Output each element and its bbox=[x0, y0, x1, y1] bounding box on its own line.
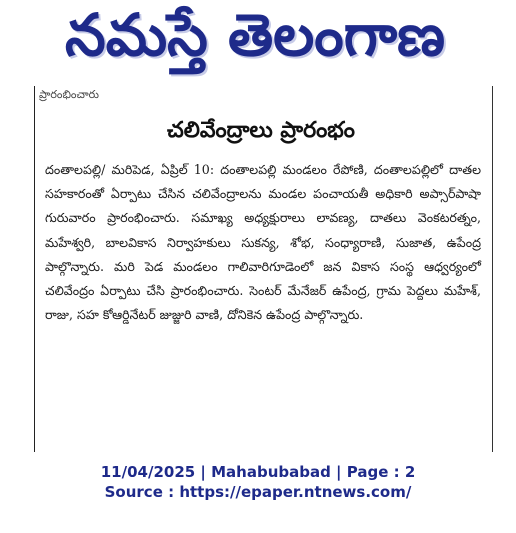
article-headline: చలివేంద్రాలు ప్రారంభం bbox=[167, 118, 355, 143]
article-clipping bbox=[34, 86, 487, 452]
previous-article-fragment: ప్రారంభించారు bbox=[39, 88, 99, 101]
article-body: దంతాలపల్లి/ మరిపెడ, ఏప్రిల్ 10: దంతాలపల్లి మండలం రేపోణి, దంతాలపల్లిలో దాతల సహకారంతో ఏర్పాటు చేసిన చలివేంద్రాలను మండల పంచాయతీ అధికారి అప్సార్‌పాషా గురువారం ప్రారంభించారు. సమాఖ్య అధ్యక్షురాలు లావణ్య, దాతలు వెంకటరత్నం, మహేశ్వరి, బాలవికాస నిర్వాహకులు సుకన్య, శోభ, సంధ్యారాణి, సుజాత, ఉపేంద్ర పాల్గొన్నారు. మరి పెడ మండలం గాలివారిగూడెంలో జన వికాస సంస్థ ఆధ్వర్యంలో చలివేంద్రం ఏర్పాటు చేసి ప్రారంభించారు. సెంటర్ మేనేజర్ ఉపేంద్ర, గ్రామ పెద్దలు మహేశ్, రాజు, సహ కోఆర్డినేటర్ జుజ్జురి వాణి, దోనికెన ఉపేంద్ర పాల్గొన్నారు. bbox=[45, 162, 481, 323]
column-rule bbox=[492, 86, 493, 452]
source-link[interactable]: Source : https://epaper.ntnews.com/ bbox=[104, 483, 412, 501]
edition-footer bbox=[0, 462, 516, 502]
edition-date-line: 11/04/2025 | Mahabubabad | Page : 2 bbox=[100, 463, 416, 481]
newspaper-masthead: నమస్తే తెలంగాణ bbox=[65, 0, 445, 69]
